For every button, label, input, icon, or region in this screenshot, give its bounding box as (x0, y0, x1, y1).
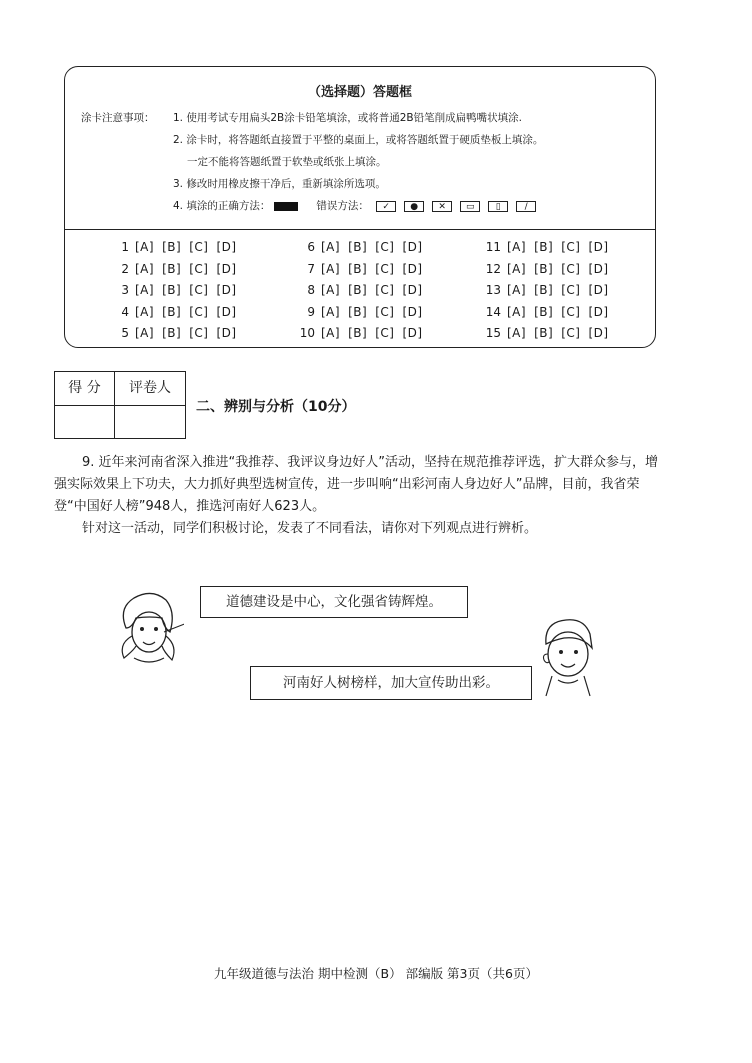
answer-row (109, 259, 245, 281)
answer-option-bubble[interactable]: [A] (135, 304, 155, 319)
answer-option-bubble[interactable]: [D] (588, 326, 609, 340)
answer-column (481, 237, 617, 345)
answer-row (481, 259, 617, 281)
answer-option-bubble[interactable]: [C] (189, 240, 209, 254)
answer-option-bubble[interactable]: [D] (216, 240, 237, 254)
answer-option-bubble[interactable]: [B] (534, 240, 554, 254)
answer-row (481, 237, 617, 259)
fill-method-label: 4. 填涂的正确方法： (173, 200, 271, 212)
answer-row (295, 237, 431, 259)
question-number: 2 (121, 261, 129, 276)
grader-label: 评卷人 (115, 372, 185, 406)
answer-option-bubble[interactable]: [C] (561, 326, 581, 340)
answer-row (109, 302, 245, 324)
question-number: 6 (307, 240, 315, 254)
answer-option-bubble[interactable]: [B] (348, 326, 368, 340)
wrong-outline-icon: ▭ (460, 201, 480, 212)
question-number: 10 (299, 326, 315, 340)
answer-option-bubble[interactable]: [C] (375, 283, 395, 297)
answer-box-divider (65, 229, 655, 230)
answer-option-bubble[interactable]: [D] (402, 283, 423, 297)
answer-row (295, 280, 431, 302)
question-number: 4 (121, 304, 129, 319)
wrong-partial-icon: ▯ (488, 201, 508, 212)
question-9 (54, 452, 666, 540)
question-number: 11 (485, 240, 501, 254)
wrong-method-samples (376, 201, 536, 212)
answer-option-bubble[interactable]: [A] (507, 240, 527, 254)
answer-option-bubble[interactable]: [B] (348, 240, 368, 254)
answer-option-bubble[interactable]: [A] (321, 261, 341, 276)
answer-option-bubble[interactable]: [B] (162, 326, 182, 340)
answer-column (109, 237, 245, 345)
answer-option-bubble[interactable]: [A] (321, 283, 341, 297)
answer-row (481, 302, 617, 324)
girl-illustration-icon (112, 588, 184, 668)
boy-speech-bubble: 河南好人树榜样，加大宣传助出彩。 (250, 666, 532, 700)
question-number: 5 (121, 326, 129, 340)
answer-option-bubble[interactable]: [C] (189, 261, 209, 276)
answer-option-bubble[interactable]: [D] (588, 283, 609, 297)
answer-option-bubble[interactable]: [A] (135, 283, 155, 297)
answer-row (295, 323, 431, 345)
section-title: 二、辨别与分析（10分） (196, 399, 356, 415)
answer-option-bubble[interactable]: [B] (534, 326, 554, 340)
note-3: 3. 修改时用橡皮擦干净后，重新填涂所选项。 (173, 178, 386, 190)
answer-box-title: （选择题）答题框 (307, 85, 412, 100)
question-number: 8 (307, 283, 315, 297)
answer-row (109, 280, 245, 302)
answer-option-bubble[interactable]: [C] (561, 240, 581, 254)
answer-option-bubble[interactable]: [A] (507, 283, 527, 297)
answer-option-bubble[interactable]: [C] (189, 326, 209, 340)
wrong-method-label: 错误方法： (316, 200, 369, 212)
wrong-check-icon: ✓ (376, 201, 396, 212)
answer-row (295, 259, 431, 281)
answer-option-bubble[interactable]: [A] (507, 326, 527, 340)
answer-option-bubble[interactable]: [B] (534, 283, 554, 297)
note-2: 2. 涂卡时，将答题纸直接置于平整的桌面上，或将答题纸置于硬质垫板上填涂。 (173, 134, 544, 146)
answer-option-bubble[interactable]: [D] (216, 326, 237, 340)
answer-option-bubble[interactable]: [B] (162, 283, 182, 297)
answer-option-bubble[interactable]: [D] (216, 261, 237, 276)
question-number: 3 (121, 283, 129, 297)
note-1: 1. 使用考试专用扁头2B涂卡铅笔填涂，或将普通2B铅笔削成扁鸭嘴状填涂. (173, 112, 522, 124)
wrong-slash-icon: / (516, 201, 536, 212)
answer-option-bubble[interactable]: [A] (135, 261, 155, 276)
question-number: 15 (485, 326, 501, 340)
answer-row (109, 237, 245, 259)
answer-option-bubble[interactable]: [A] (507, 261, 527, 276)
answer-option-bubble[interactable]: [D] (588, 240, 609, 254)
answer-option-bubble[interactable]: [D] (402, 326, 423, 340)
score-table (54, 371, 186, 439)
answer-option-bubble[interactable]: [C] (561, 304, 581, 319)
answer-row (109, 323, 245, 345)
question-number: 1 (121, 240, 129, 254)
answer-option-bubble[interactable]: [B] (162, 261, 182, 276)
answer-option-bubble[interactable]: [D] (402, 304, 423, 319)
answer-row (295, 302, 431, 324)
answer-option-bubble[interactable]: [A] (507, 304, 527, 319)
answer-option-bubble[interactable]: [B] (348, 304, 368, 319)
question-number: 7 (307, 261, 315, 276)
question-paragraph-2: 针对这一活动，同学们积极讨论，发表了不同看法，请你对下列观点进行辨析。 (82, 521, 538, 536)
answer-option-bubble[interactable]: [C] (561, 261, 581, 276)
answer-column (295, 237, 431, 345)
answer-option-bubble[interactable]: [C] (561, 283, 581, 297)
answer-option-bubble[interactable]: [B] (348, 261, 368, 276)
answer-option-bubble[interactable]: [A] (135, 240, 155, 254)
answer-option-bubble[interactable]: [B] (534, 304, 554, 319)
answer-option-bubble[interactable]: [C] (375, 240, 395, 254)
answer-row (481, 280, 617, 302)
correct-fill-sample-icon (274, 202, 298, 211)
answer-option-bubble[interactable]: [C] (375, 261, 395, 276)
answer-box (64, 66, 656, 348)
question-number: 13 (485, 283, 501, 297)
answer-option-bubble[interactable]: [A] (135, 326, 155, 340)
answer-option-bubble[interactable]: [D] (402, 240, 423, 254)
answer-option-bubble[interactable]: [B] (162, 240, 182, 254)
answer-option-bubble[interactable]: [D] (216, 283, 237, 297)
answer-option-bubble[interactable]: [B] (534, 261, 554, 276)
question-number: 14 (485, 304, 501, 319)
notes-label: 涂卡注意事项： (81, 112, 155, 124)
note-2-continued: 一定不能将答题纸置于软垫或纸张上填涂。 (187, 156, 387, 168)
question-number: 12 (485, 261, 501, 276)
answer-option-bubble[interactable]: [A] (321, 326, 341, 340)
answer-option-bubble[interactable]: [D] (588, 261, 609, 276)
answer-option-bubble[interactable]: [B] (348, 283, 368, 297)
note-4 (173, 195, 543, 217)
boy-illustration-icon (534, 614, 602, 698)
question-paragraph-1: 9. 近年来河南省深入推进“我推荐、我评议身边好人”活动，坚持在规范推荐评选，扩大群众参与，增强实际效果上下功夫，大力抓好典型选树宣传，进一步叫响“出彩河南人身边好人”品牌，目前，我省荣登“中国好人榜”948人，推选河南好人623人。 (54, 455, 659, 514)
answer-option-bubble[interactable]: [C] (189, 283, 209, 297)
answer-grid (109, 237, 639, 347)
question-number: 9 (307, 304, 315, 319)
answer-option-bubble[interactable]: [C] (375, 304, 395, 319)
answer-option-bubble[interactable]: [D] (216, 304, 237, 319)
score-cell[interactable] (55, 406, 115, 438)
answer-option-bubble[interactable]: [D] (588, 304, 609, 319)
score-label: 得 分 (55, 372, 115, 406)
answer-option-bubble[interactable]: [B] (162, 304, 182, 319)
girl-speech-bubble: 道德建设是中心，文化强省铸辉煌。 (200, 586, 468, 618)
answer-option-bubble[interactable]: [A] (321, 240, 341, 254)
answer-row (481, 323, 617, 345)
grader-cell[interactable] (115, 406, 185, 438)
answer-option-bubble[interactable]: [D] (402, 261, 423, 276)
wrong-cross-icon: ✕ (432, 201, 452, 212)
page-footer: 九年级道德与法治 期中检测（B） 部编版 第3页（共6页） (214, 966, 538, 981)
answer-option-bubble[interactable]: [C] (189, 304, 209, 319)
answer-option-bubble[interactable]: [C] (375, 326, 395, 340)
wrong-dot-icon: ● (404, 201, 424, 212)
answer-option-bubble[interactable]: [A] (321, 304, 341, 319)
